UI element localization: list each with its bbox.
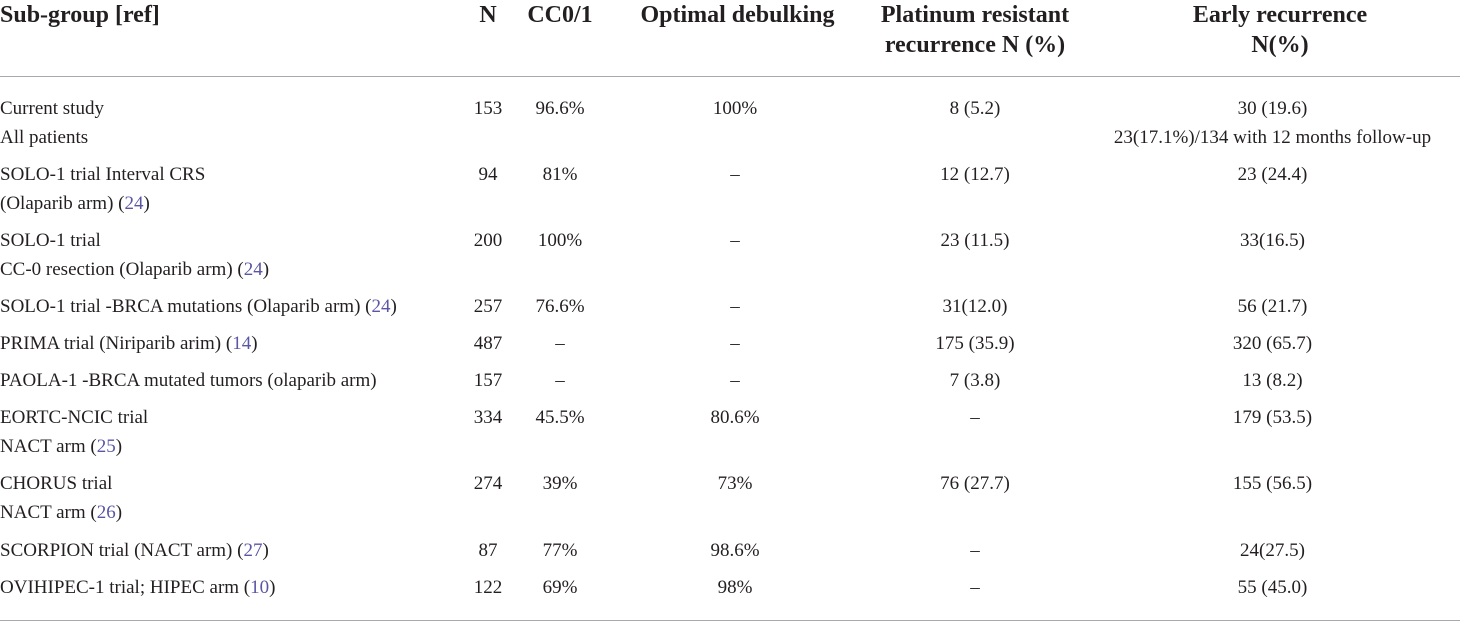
row-platinum: – <box>970 577 980 598</box>
row-subgroup-line2: (Olaparib arm) (24) <box>0 193 150 214</box>
reference-link[interactable]: 26 <box>96 502 116 523</box>
reference-link[interactable]: 24 <box>124 193 144 214</box>
row-n: 487 <box>473 333 503 354</box>
table-row <box>0 469 122 527</box>
row-platinum: 12 (12.7) <box>940 164 1010 185</box>
row-early: 13 (8.2) <box>1242 370 1303 391</box>
row-optimal: – <box>730 230 740 251</box>
row-platinum: 175 (35.9) <box>935 333 1015 354</box>
row-optimal: 98.6% <box>710 540 760 561</box>
table-row: PAOLA-1 -BRCA mutated tumors (olaparib arm) <box>0 370 377 391</box>
row-optimal: – <box>730 333 740 354</box>
header-early-line1: Early recurrence <box>1192 2 1368 28</box>
row-early: 155 (56.5) <box>1232 473 1313 494</box>
row-subgroup-line1: EORTC-NCIC trial <box>0 407 149 428</box>
row-n: 200 <box>473 230 503 251</box>
header-rule <box>0 76 1460 77</box>
row-cc: 100% <box>537 230 583 251</box>
row-cc: 45.5% <box>535 407 585 428</box>
row-subgroup-line1: CHORUS trial <box>0 473 113 494</box>
row-subgroup-line1: SOLO-1 trial Interval CRS <box>0 164 206 185</box>
row-cc: – <box>555 370 565 391</box>
row-subgroup-line1: SOLO-1 trial <box>0 230 101 251</box>
reference-link[interactable]: 24 <box>243 259 263 280</box>
row-cc: 69% <box>542 577 578 598</box>
row-subgroup-text: OVIHIPEC-1 trial; HIPEC arm ( <box>0 577 251 598</box>
row-subgroup-text: CC-0 resection (Olaparib arm) ( <box>0 259 244 280</box>
row-subgroup-line2: NACT arm (25) <box>0 436 123 457</box>
header-platinum-resistant <box>860 0 1090 60</box>
row-optimal: – <box>730 164 740 185</box>
table-row: PRIMA trial (Niriparib arim) (14) <box>0 333 258 354</box>
row-early-line1: 30 (19.6) <box>1237 98 1308 119</box>
table-row: SCORPION trial (NACT arm) (27) <box>0 540 269 561</box>
row-subgroup-line2: CC-0 resection (Olaparib arm) (24) <box>0 259 270 280</box>
row-subgroup-line2: NACT arm (26) <box>0 502 123 523</box>
row-platinum: 7 (3.8) <box>949 370 1001 391</box>
row-cc: 77% <box>542 540 578 561</box>
header-cc: CC0/1 <box>527 2 593 28</box>
row-n: 274 <box>473 473 503 494</box>
row-subgroup-text: (Olaparib arm) ( <box>0 193 125 214</box>
row-cc: 76.6% <box>535 296 585 317</box>
row-optimal: – <box>730 296 740 317</box>
row-platinum: 23 (11.5) <box>940 230 1010 251</box>
row-cc: 39% <box>542 473 578 494</box>
row-subgroup-line2: All patients <box>0 127 89 148</box>
header-n: N <box>479 2 497 28</box>
row-n: 157 <box>473 370 503 391</box>
row-platinum: – <box>970 407 980 428</box>
row-subgroup-text: PRIMA trial (Niriparib arim) ( <box>0 333 233 354</box>
row-early: 179 (53.5) <box>1232 407 1313 428</box>
row-early <box>1085 94 1460 152</box>
reference-link[interactable]: 27 <box>243 540 263 561</box>
row-n: 87 <box>478 540 498 561</box>
table-row <box>0 403 148 461</box>
row-early: 33(16.5) <box>1240 230 1305 251</box>
table-row: SOLO-1 trial -BRCA mutations (Olaparib arm) (24) <box>0 296 397 317</box>
row-cc: 96.6% <box>535 98 585 119</box>
row-subgroup-text: NACT arm ( <box>0 502 97 523</box>
row-optimal: 98% <box>717 577 753 598</box>
row-subgroup-text: SCORPION trial (NACT arm) ( <box>0 540 244 561</box>
row-platinum: 31(12.0) <box>942 296 1008 317</box>
header-platinum-line2: recurrence N (%) <box>884 32 1066 58</box>
reference-link[interactable]: 10 <box>250 577 270 598</box>
row-optimal: 80.6% <box>710 407 760 428</box>
header-early-recurrence <box>1100 0 1460 60</box>
row-platinum: 76 (27.7) <box>940 473 1010 494</box>
row-optimal: 73% <box>717 473 753 494</box>
header-subgroup: Sub-group [ref] <box>0 2 160 28</box>
row-optimal: – <box>730 370 740 391</box>
row-n: 153 <box>473 98 503 119</box>
row-n: 334 <box>473 407 503 428</box>
table-row: OVIHIPEC-1 trial; HIPEC arm (10) <box>0 577 276 598</box>
reference-link[interactable]: 24 <box>371 296 391 317</box>
row-early: 23 (24.4) <box>1237 164 1308 185</box>
row-early: 320 (65.7) <box>1232 333 1313 354</box>
row-subgroup-text: NACT arm ( <box>0 436 97 457</box>
bottom-rule <box>0 620 1460 621</box>
row-early-line2: 23(17.1%)/134 with 12 months follow-up <box>1113 127 1432 148</box>
row-n: 94 <box>478 164 498 185</box>
header-optimal-debulking: Optimal debulking <box>640 2 835 28</box>
row-early: 55 (45.0) <box>1237 577 1308 598</box>
row-early: 24(27.5) <box>1240 540 1305 561</box>
header-platinum-line1: Platinum resistant <box>880 2 1070 28</box>
row-subgroup-text: SOLO-1 trial -BRCA mutations (Olaparib arm) ( <box>0 296 372 317</box>
header-early-line2: N(%) <box>1251 32 1309 58</box>
row-subgroup-line1: Current study <box>0 98 104 119</box>
row-n: 122 <box>473 577 503 598</box>
row-n: 257 <box>473 296 503 317</box>
row-cc: 81% <box>542 164 578 185</box>
table-row <box>0 160 205 218</box>
reference-link[interactable]: 14 <box>232 333 252 354</box>
row-platinum: 8 (5.2) <box>949 98 1001 119</box>
row-cc: – <box>555 333 565 354</box>
reference-link[interactable]: 25 <box>96 436 116 457</box>
table-row <box>0 94 104 152</box>
row-optimal: 100% <box>712 98 758 119</box>
table-row <box>0 226 269 284</box>
row-early: 56 (21.7) <box>1237 296 1308 317</box>
row-platinum: – <box>970 540 980 561</box>
